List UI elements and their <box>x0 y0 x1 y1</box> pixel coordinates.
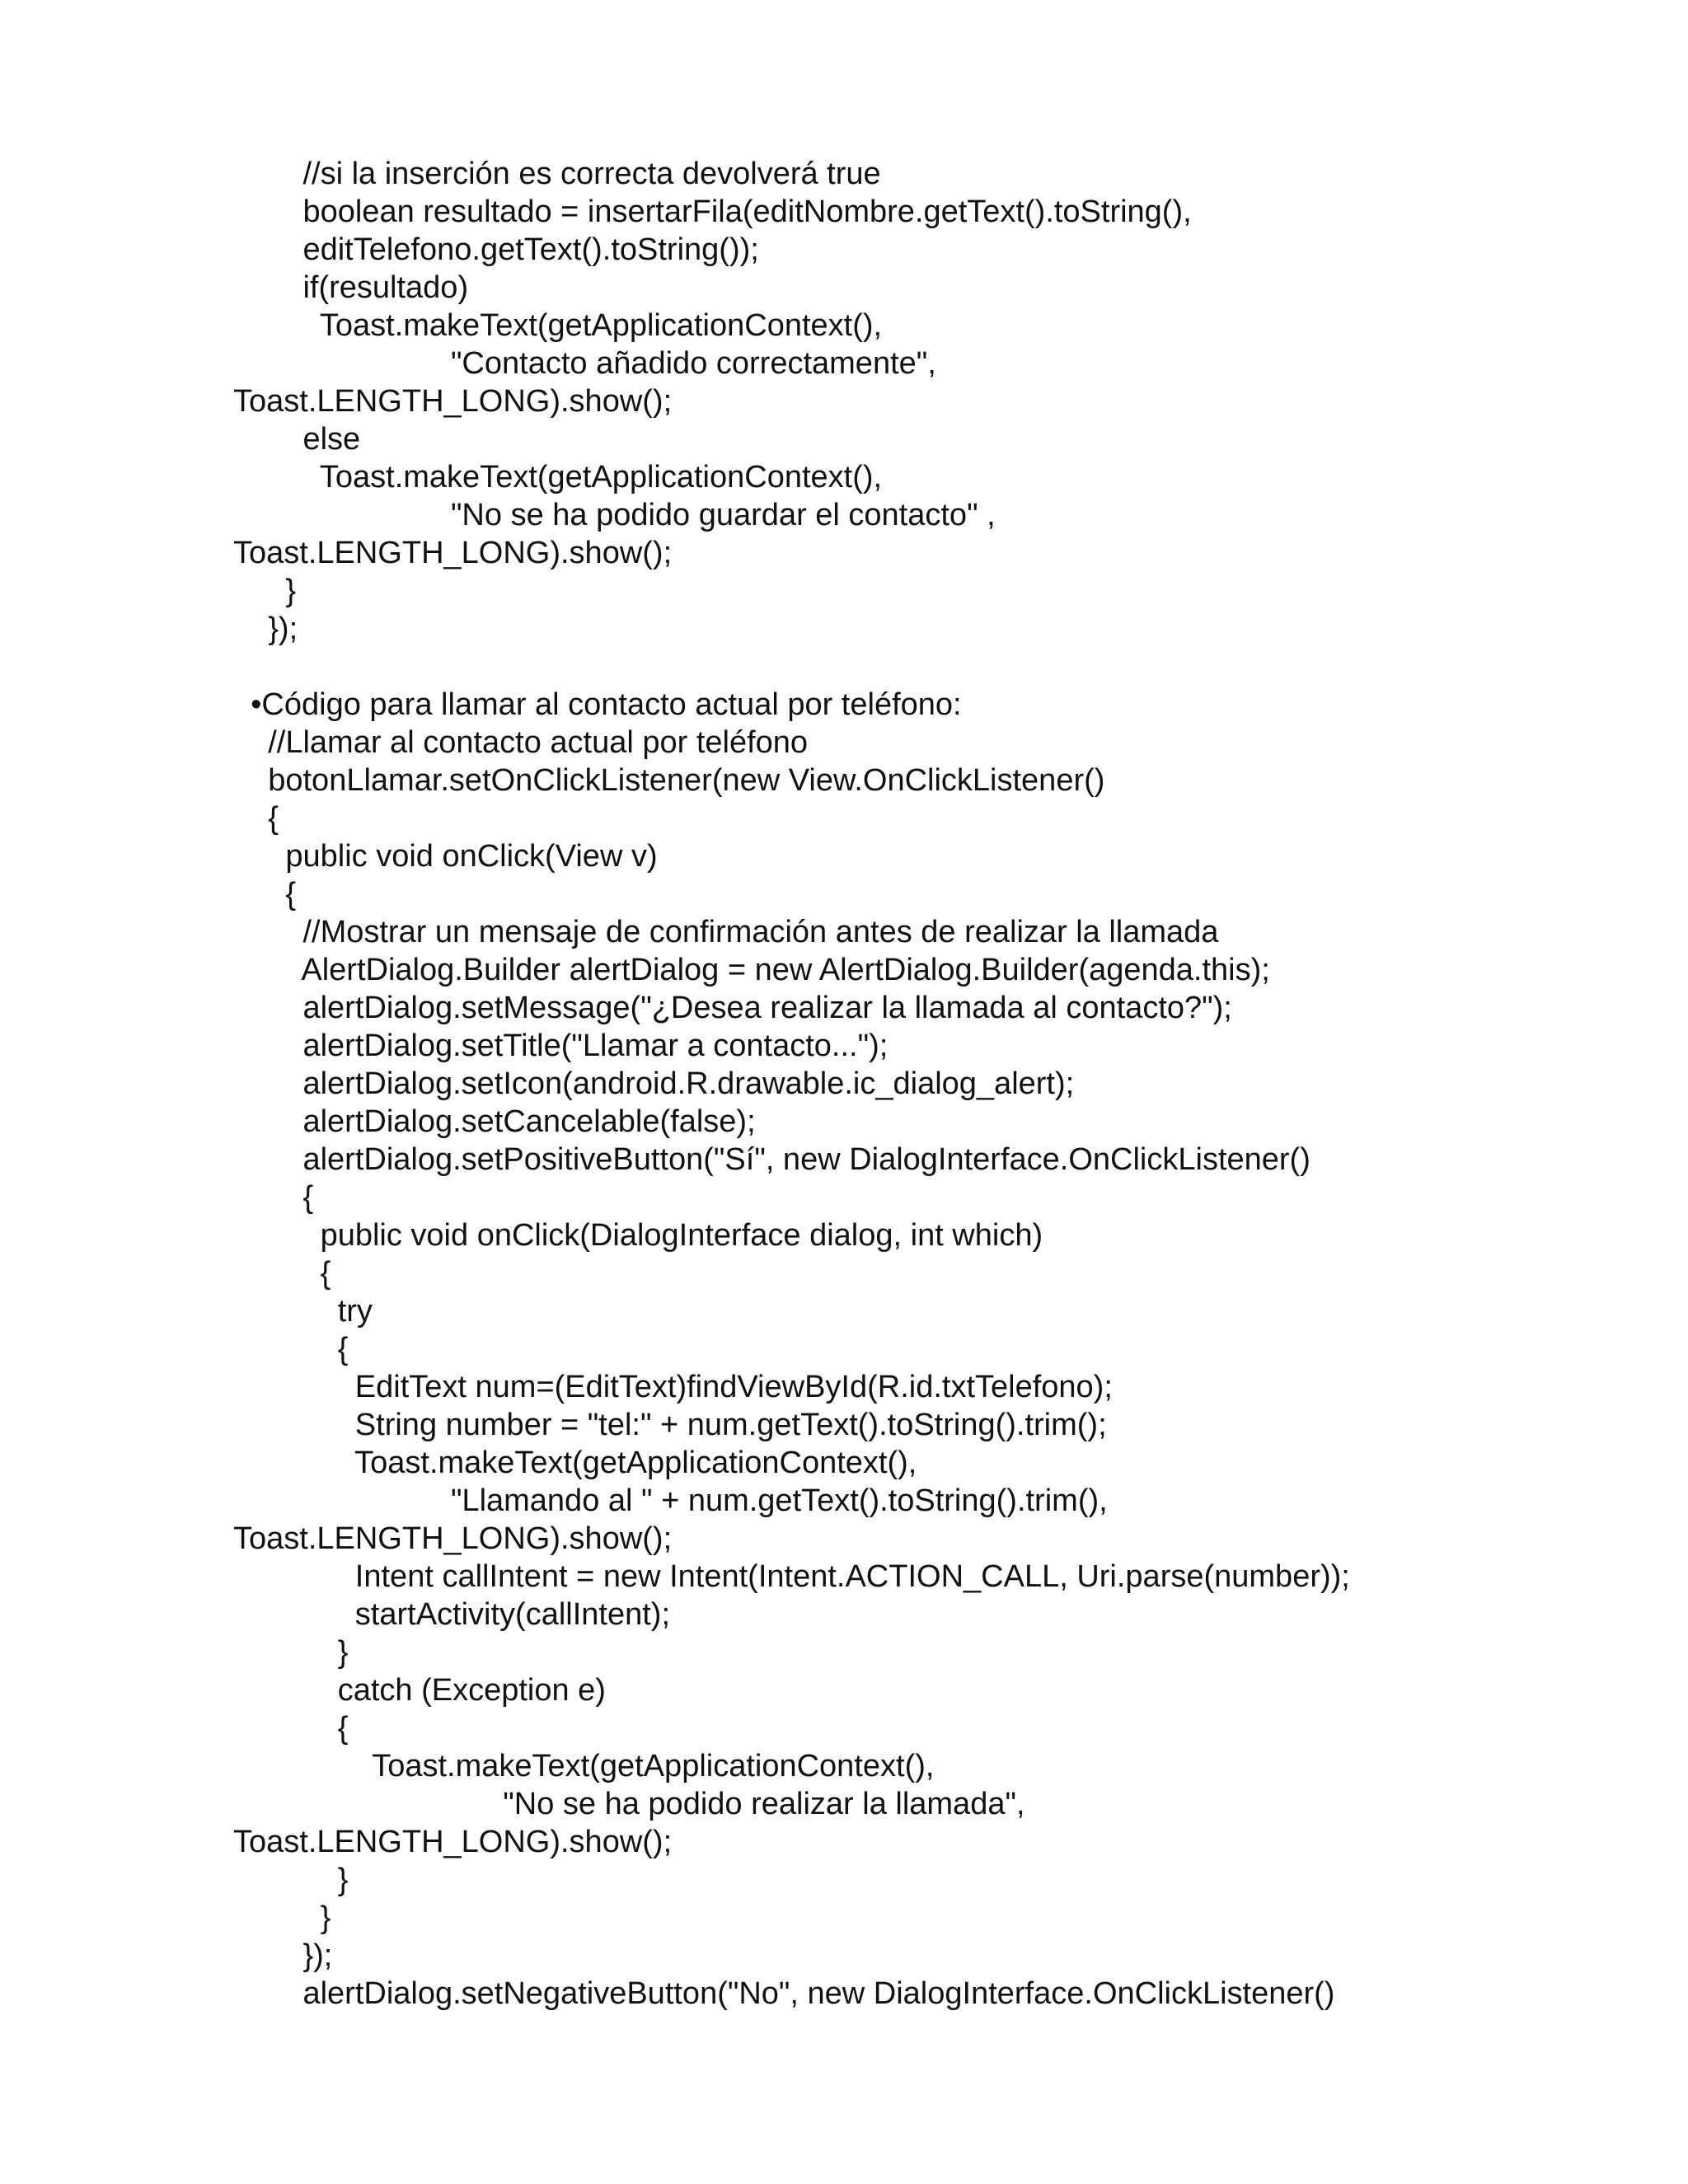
code-line: try <box>233 1294 373 1329</box>
code-line: EditText num=(EditText)findViewById(R.id.txtTelefono); <box>233 1370 1113 1404</box>
code-line: alertDialog.setTitle("Llamar a contacto..."); <box>233 1029 889 1063</box>
code-line: alertDialog.setPositiveButton("Sí", new DialogInterface.OnClickListener() <box>233 1142 1311 1177</box>
code-listing <box>233 155 1634 2013</box>
code-line: "Contacto añadido correctamente", <box>233 346 936 381</box>
code-line: editTelefono.getText().toString()); <box>233 232 759 267</box>
code-line: alertDialog.setNegativeButton("No", new DialogInterface.OnClickListener() <box>233 1976 1335 2011</box>
code-line: catch (Exception e) <box>233 1673 606 1708</box>
code-line: Toast.LENGTH_LONG).show(); <box>233 1825 673 1859</box>
code-line: Toast.makeText(getApplicationContext(), <box>233 1446 917 1480</box>
code-line: public void onClick(View v) <box>233 839 658 874</box>
code-line: { <box>233 1180 314 1215</box>
code-line: Toast.LENGTH_LONG).show(); <box>233 536 673 570</box>
code-line: } <box>233 574 297 608</box>
code-line: { <box>233 801 279 836</box>
code-line: { <box>233 1256 331 1291</box>
code-line: public void onClick(DialogInterface dialog, int which) <box>233 1218 1043 1253</box>
code-line: alertDialog.setIcon(android.R.drawable.ic_dialog_alert); <box>233 1066 1075 1101</box>
blank-line <box>233 648 1634 686</box>
code-line: boolean resultado = insertarFila(editNombre.getText().toString(), <box>233 194 1192 229</box>
code-line: //Llamar al contacto actual por teléfono <box>233 725 809 760</box>
code-line: { <box>233 1332 349 1366</box>
code-line: } <box>233 1900 331 1935</box>
code-line: Toast.LENGTH_LONG).show(); <box>233 1521 673 1556</box>
code-line: AlertDialog.Builder alertDialog = new AlertDialog.Builder(agenda.this); <box>233 953 1270 987</box>
code-line: Toast.makeText(getApplicationContext(), <box>233 1749 935 1783</box>
code-line: if(resultado) <box>233 270 469 305</box>
code-line: alertDialog.setCancelable(false); <box>233 1104 756 1139</box>
code-line: } <box>233 1635 349 1670</box>
code-line: String number = "tel:" + num.getText().toString().trim(); <box>233 1408 1107 1442</box>
code-line: botonLlamar.setOnClickListener(new View.OnClickListener() <box>233 763 1105 798</box>
code-line: }); <box>233 612 298 646</box>
section-bullet: •Código para llamar al contacto actual por teléfono: <box>233 687 962 722</box>
code-line: } <box>233 1863 349 1897</box>
code-line: "No se ha podido guardar el contacto" , <box>233 498 996 532</box>
code-line: "Llamando al " + num.getText().toString().trim(), <box>233 1483 1108 1518</box>
code-line: else <box>233 422 361 457</box>
code-line: }); <box>233 1938 333 1973</box>
code-line: Toast.makeText(getApplicationContext(), <box>233 460 883 494</box>
code-line: //si la inserción es correcta devolverá true <box>233 157 881 191</box>
code-line: Intent callIntent = new Intent(Intent.ACTION_CALL, Uri.parse(number)); <box>233 1559 1350 1594</box>
code-line: Toast.LENGTH_LONG).show(); <box>233 384 673 419</box>
code-line: { <box>233 1711 349 1746</box>
code-line: { <box>233 877 297 912</box>
code-line: alertDialog.setMessage("¿Desea realizar la llamada al contacto?"); <box>233 991 1232 1025</box>
code-line: startActivity(callIntent); <box>233 1597 671 1632</box>
code-line: "No se ha podido realizar la llamada", <box>233 1787 1025 1821</box>
code-line: Toast.makeText(getApplicationContext(), <box>233 308 883 343</box>
code-line: //Mostrar un mensaje de confirmación antes de realizar la llamada <box>233 915 1219 949</box>
